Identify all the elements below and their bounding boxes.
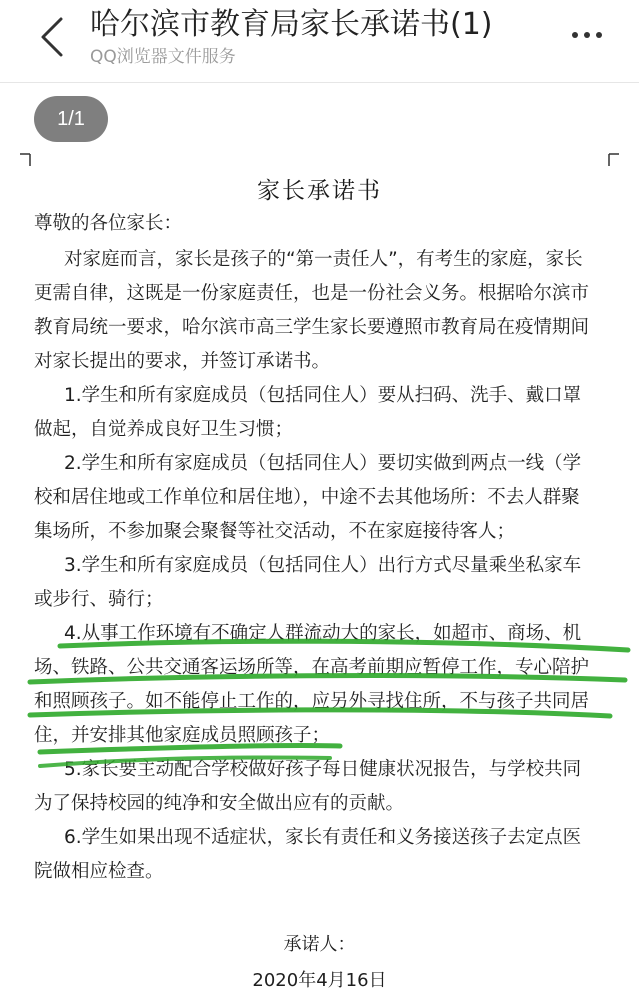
letter-title: 家长承诺书 <box>257 178 382 204</box>
paragraph-line: 更需自律，这既是一份家庭责任，也是一份社会义务。根据哈尔滨市 <box>34 283 590 304</box>
paragraph-line: 或步行、骑行； <box>34 589 164 610</box>
paragraph-line: 对家庭而言，家长是孩子的“第一责任人”，有考生的家庭，家长 <box>64 249 583 270</box>
paragraph-line: 4.从事工作环境有不确定人群流动大的家长，如超市、商场、机 <box>64 623 582 644</box>
paragraph-line: 场、铁路、公共交通客运场所等，在高考前期应暂停工作，专心陪护 <box>34 657 590 678</box>
page-indicator: 1/1 <box>34 96 108 142</box>
signer-label: 承诺人： <box>283 934 356 955</box>
greeting: 尊敬的各位家长： <box>34 213 183 234</box>
paragraph-line: 2.学生和所有家庭成员（包括同住人）要切实做到两点一线（学 <box>64 453 582 474</box>
paragraph-line: 5.家长要主动配合学校做好孩子每日健康状况报告，与学校共同 <box>64 759 582 780</box>
paragraph-line: 6.学生如果出现不适症状，家长有责任和义务接送孩子去定点医 <box>64 827 582 848</box>
paragraph-line: 做起，自觉养成良好卫生习惯； <box>34 419 294 440</box>
paragraph-line: 1.学生和所有家庭成员（包括同住人）要从扫码、洗手、戴口罩 <box>64 385 582 406</box>
paragraph-line: 教育局统一要求，哈尔滨市高三学生家长要遵照市教育局在疫情期间 <box>34 317 590 338</box>
paragraph-line: 院做相应检查。 <box>34 861 164 882</box>
paragraph-line: 校和居住地或工作单位和居住地），中途不去其他场所：不去人群聚 <box>34 487 580 508</box>
source-subtitle: QQ浏览器文件服务 <box>90 47 236 67</box>
paragraph-line: 住，并安排其他家庭成员照顾孩子； <box>34 725 331 746</box>
paragraph-line: 和照顾孩子。如不能停止工作的，应另外寻找住所，不与孩子共同居 <box>34 691 590 712</box>
document-title-header: 哈尔滨市教育局家长承诺书(1) <box>90 7 493 42</box>
signature-date: 2020年4月16日 <box>252 970 387 991</box>
paragraph-line: 3.学生和所有家庭成员（包括同住人）出行方式尽量乘坐私家车 <box>64 555 582 576</box>
paragraph-line: 集场所，不参加聚会聚餐等社交活动，不在家庭接待客人； <box>34 521 516 542</box>
paragraph-line: 对家长提出的要求，并签订承诺书。 <box>34 351 331 372</box>
paragraph-line: 为了保持校园的纯净和安全做出应有的贡献。 <box>34 793 405 814</box>
